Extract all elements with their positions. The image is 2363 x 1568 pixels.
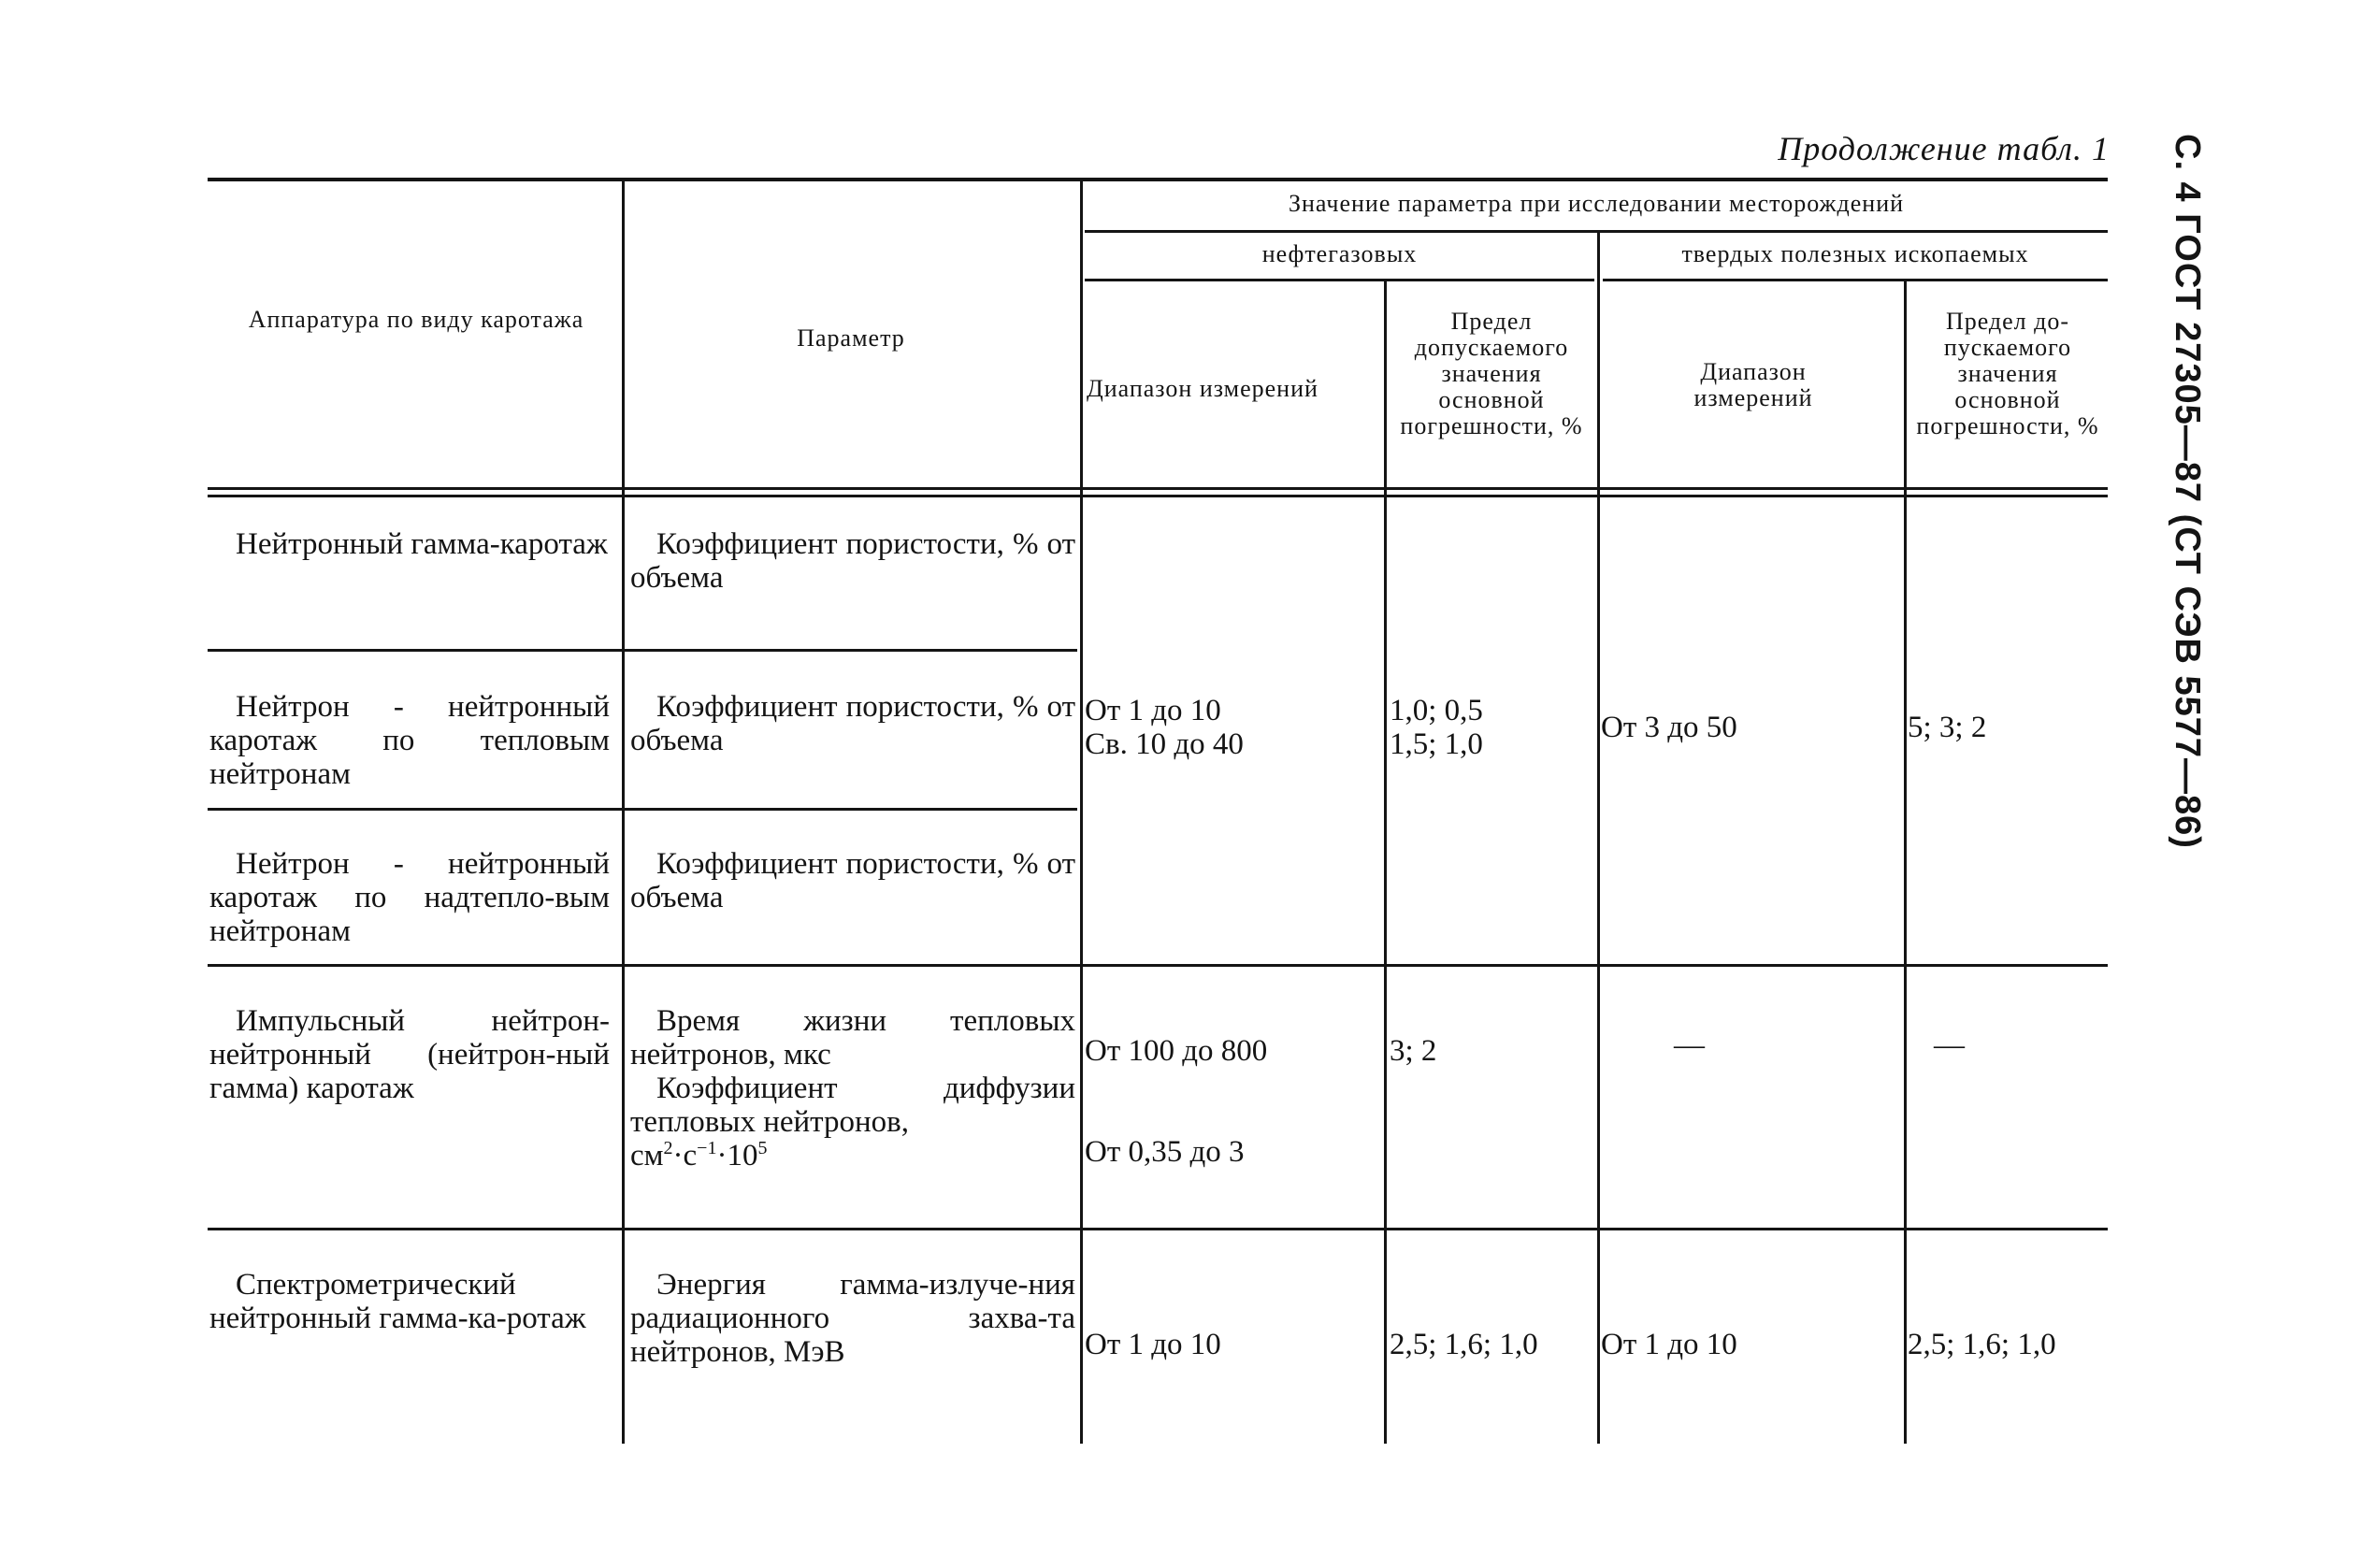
group-solid-range: От 3 до 50 (1601, 711, 1737, 744)
header-apparatus: Аппаратура по виду каротажа (248, 306, 584, 333)
header-solid-range: Диапазон измерений (1693, 358, 1813, 411)
header-parameter: Параметр (797, 324, 905, 352)
row5-oil-limit: 2,5; 1,6; 1,0 (1390, 1328, 1538, 1361)
col-divider-parameter (1080, 181, 1083, 1444)
header-oil-range: Диапазон измерений (1087, 375, 1318, 402)
row-rule-2 (208, 808, 1077, 811)
row2-apparatus: Нейтрон - нейтронный каротаж по тепловым нейтронам (209, 690, 610, 791)
row3-parameter: Коэффициент пористости, % от объема (630, 847, 1075, 914)
row-rule-1 (208, 649, 1077, 652)
row4-parameter-2-unit: $см^2\cdot с^{-1}\cdot 10^5$ (630, 1138, 768, 1172)
row4-oil-range-1: От 100 до 800 (1085, 1034, 1268, 1068)
row2-parameter: Коэффициент пористости, % от объема (630, 690, 1075, 757)
table-continuation-caption: Продолжение табл. 1 (1778, 130, 2110, 167)
header-group-title: Значение параметра при исследовании месторождений (1288, 190, 1905, 217)
row-rule-3 (208, 964, 2108, 967)
row4-oil-range-2: От 0,35 до 3 (1085, 1135, 1245, 1169)
row4-oil-limit: 3; 2 (1390, 1034, 1437, 1068)
row4-solid-range: — (1674, 1029, 1705, 1062)
header-solid-minerals: твердых полезных ископаемых (1681, 240, 2029, 267)
row5-solid-range: От 1 до 10 (1601, 1328, 1737, 1361)
header-bottom-rule-1 (208, 487, 2108, 490)
row5-parameter: Энергия гамма-излуче-ния радиационного захва-та нейтронов, МэВ (630, 1268, 1075, 1369)
row4-parameter-1: Время жизни тепловых нейтронов, мкс (630, 1004, 1075, 1072)
row5-solid-limit: 2,5; 1,6; 1,0 (1908, 1328, 2056, 1361)
row-rule-4 (208, 1228, 2108, 1230)
row5-apparatus: Спектрометрический нейтронный гамма-ка-ротаж (209, 1268, 586, 1335)
row1-parameter: Коэффициент пористости, % от объема (630, 527, 1075, 595)
row4-solid-limit: — (1934, 1029, 1965, 1062)
header-oil-gas: нефтегазовых (1261, 240, 1418, 267)
header-bottom-rule-2 (208, 495, 2108, 497)
table-top-rule (208, 178, 2108, 181)
col-divider-groups (1597, 232, 1600, 1444)
row4-apparatus: Импульсный нейтрон-нейтронный (нейтрон-ный гамма) каротаж (209, 1004, 610, 1105)
group-solid-limit: 5; 3; 2 (1908, 711, 1987, 744)
group-oil-range-2: Св. 10 до 40 (1085, 727, 1244, 761)
group-oil-limit-2: 1,5; 1,0 (1390, 727, 1483, 761)
col-divider-solid-inner (1904, 281, 1907, 1444)
col-divider-apparatus (622, 181, 625, 1444)
header-solid-limit: Предел до-пускаемого значения основной погрешности, % (1916, 308, 2099, 439)
group-oil-limit-1: 1,0; 0,5 (1390, 694, 1483, 727)
row3-apparatus: Нейтрон - нейтронный каротаж по надтепло-вым нейтронам (209, 847, 610, 948)
group-oil-range-1: От 1 до 10 (1085, 694, 1221, 727)
subgroup-rule-oil (1085, 279, 1594, 281)
row5-oil-range: От 1 до 10 (1085, 1328, 1221, 1361)
col-divider-oil-inner (1384, 281, 1387, 1444)
header-oil-limit: Предел допускаемого значения основной погрешности, % (1400, 308, 1583, 439)
subgroup-rule-solid (1603, 279, 2108, 281)
group-title-rule (1085, 230, 2108, 233)
row1-apparatus: Нейтронный гамма-каротаж (236, 527, 608, 561)
row4-parameter-2: Коэффициент диффузии тепловых нейтронов, (630, 1072, 1075, 1139)
page-side-label: С. 4 ГОСТ 27305—87 (СТ СЭВ 5577—86) (2168, 134, 2207, 849)
